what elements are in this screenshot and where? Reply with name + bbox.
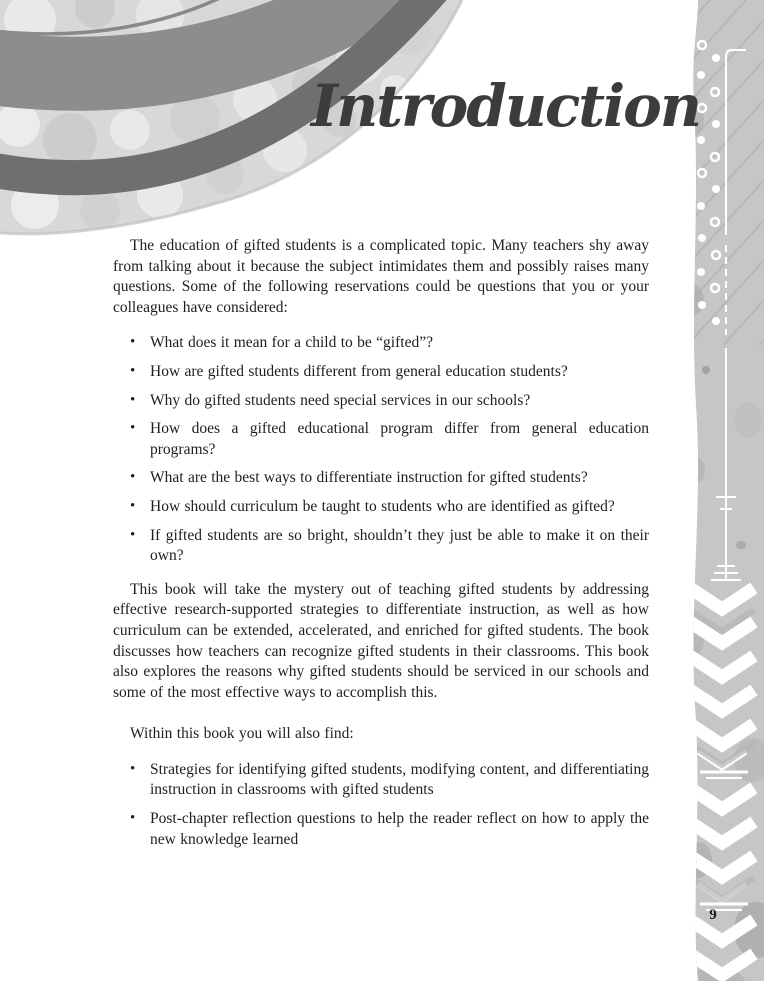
list-item-text: What are the best ways to differentiate instruction for gifted students? — [150, 469, 588, 487]
questions-list — [113, 333, 649, 566]
bullet-icon: • — [130, 391, 136, 408]
list-item-text: If gifted students are so bright, shouldn’t they just be able to make it on their own? — [150, 526, 649, 565]
page-number: 9 — [709, 907, 717, 923]
bullet-icon: • — [130, 497, 136, 514]
findings-list — [113, 760, 649, 850]
grunge-strip-decoration — [686, 0, 764, 981]
bullet-icon: • — [130, 334, 136, 351]
list-item-text: How should curriculum be taught to students who are identified as gifted? — [150, 497, 615, 515]
also-find-paragraph: Within this book you will also find: — [130, 725, 354, 743]
list-item — [113, 468, 649, 489]
list-item-text: How does a gifted educational program differ from general education programs? — [150, 420, 649, 458]
list-item — [113, 526, 649, 567]
list-item — [113, 391, 649, 412]
chapter-title: Introduction — [310, 72, 700, 140]
list-item — [113, 362, 649, 383]
bullet-icon: • — [130, 420, 136, 437]
bullet-icon: • — [130, 760, 136, 777]
list-item-text: How are gifted students different from general education students? — [150, 362, 568, 380]
bullet-icon: • — [130, 362, 136, 379]
bullet-icon: • — [130, 526, 136, 543]
intro-paragraph: The education of gifted students is a complicated topic. Many teachers shy away from talking about it because the subject intimidates them and possibly raises many questions. Some of the following reservations could be questions that you or your colleagues have considered: — [113, 237, 649, 316]
list-item-text: Post-chapter reflection questions to help the reader reflect on how to apply the new knowledge learned — [150, 810, 649, 848]
list-item-text: Strategies for identifying gifted students, modifying content, and differentiating instruction in classrooms with gifted students — [150, 760, 649, 799]
list-item-text: Why do gifted students need special services in our schools? — [150, 391, 531, 409]
body-text-column — [113, 236, 649, 858]
list-item-text: What does it mean for a child to be “gifted”? — [150, 334, 433, 352]
list-item — [113, 809, 649, 850]
bullet-icon: • — [130, 469, 136, 486]
list-item — [113, 497, 649, 518]
list-item — [113, 419, 649, 460]
list-item — [113, 760, 649, 801]
bullet-icon: • — [130, 810, 136, 827]
book-overview-paragraph: This book will take the mystery out of teaching gifted students by addressing effective research-supported strategies to differentiate instruction, as well as how curriculum can be extended, accelerated, and enriched for gifted students. The book discusses how teachers can recognize gifted students in their classrooms. This book also explores the reasons why gifted students should be serviced in our schools and some of the most effective ways to accomplish this. — [113, 580, 649, 701]
list-item — [113, 333, 649, 354]
